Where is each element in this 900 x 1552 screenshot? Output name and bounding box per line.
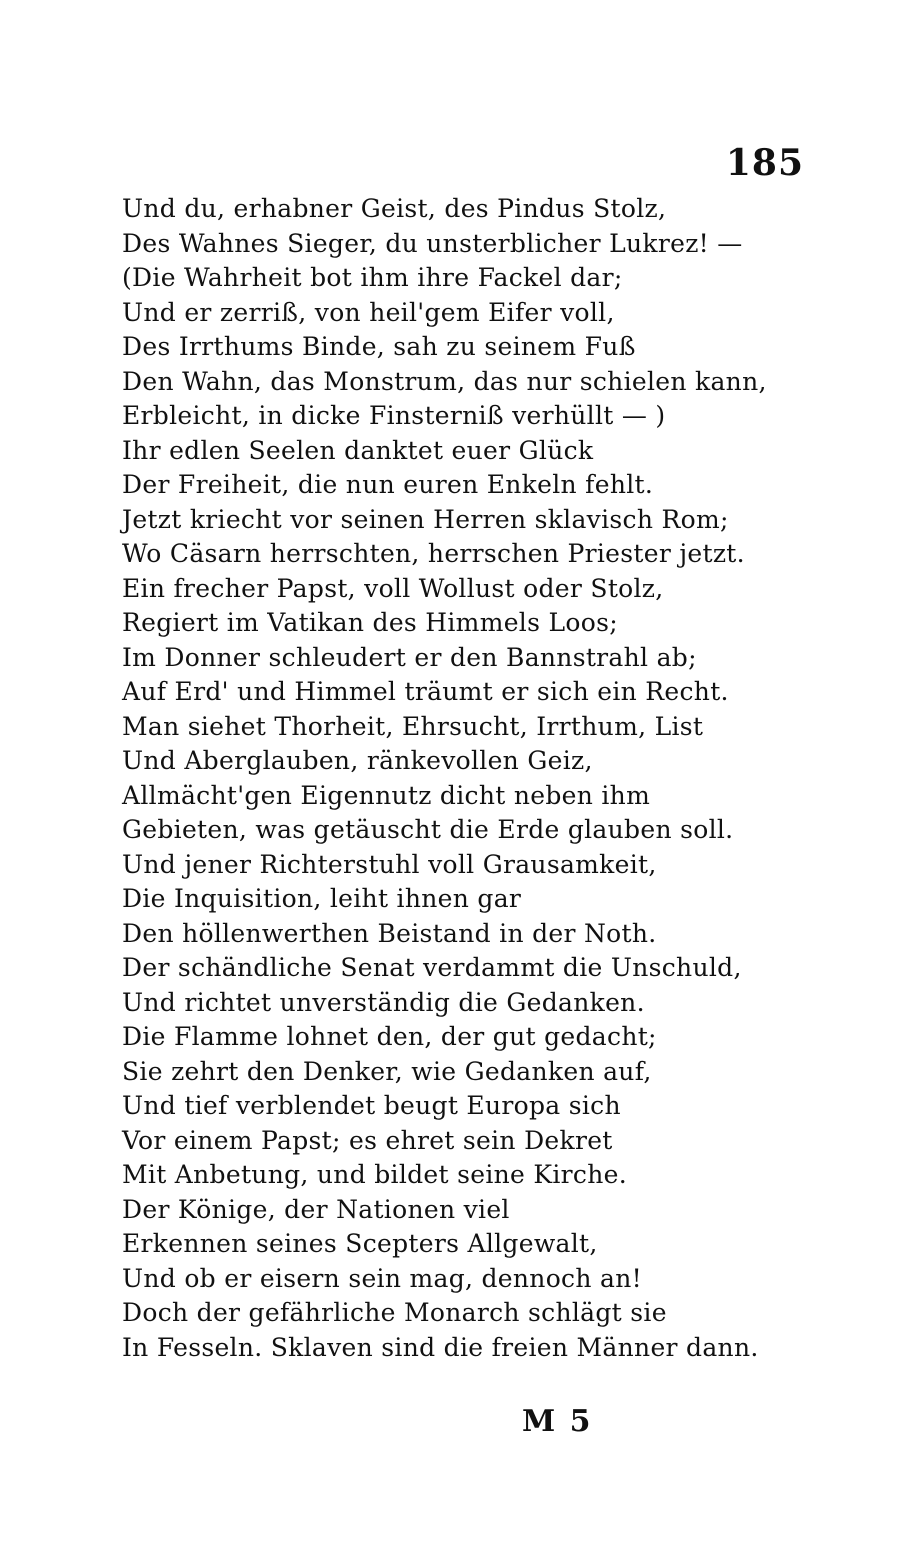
- verse-line: Und ob er eisern sein mag, dennoch an!: [122, 1263, 642, 1293]
- verse-line: Man siehet Thorheit, Ehrsucht, Irrthum, List: [122, 711, 704, 741]
- verse-line: Auf Erd' und Himmel träumt er sich ein Recht.: [122, 677, 729, 706]
- verse-line: Jetzt kriecht vor seinen Herren sklavisch Rom;: [122, 504, 729, 534]
- verse-line: Mit Anbetung, und bildet seine Kirche.: [122, 1160, 627, 1189]
- verse-line: Erbleicht, in dicke Finsterniß verhüllt — ): [122, 401, 666, 430]
- verse-line: Des Irrthums Binde, sah zu seinem Fuß: [122, 332, 636, 361]
- poem-text: [122, 192, 822, 1365]
- verse-line: Gebieten, was getäuscht die Erde glauben soll.: [122, 815, 734, 844]
- verse-line: Wo Cäsarn herrschten, herrschen Priester jetzt.: [122, 539, 745, 568]
- verse-line: Regiert im Vatikan des Himmels Loos;: [122, 608, 618, 637]
- verse-line: (Die Wahrheit bot ihm ihre Fackel dar;: [122, 263, 623, 292]
- verse-line: Der Freiheit, die nun euren Enkeln fehlt.: [122, 470, 654, 499]
- verse-line: Vor einem Papst; es ehret sein Dekret: [122, 1125, 613, 1155]
- verse-line: Und jener Richterstuhl voll Grausamkeit,: [122, 849, 657, 879]
- verse-line: Der schändliche Senat verdammt die Unschuld,: [122, 953, 742, 982]
- verse-line: Des Wahnes Sieger, du unsterblicher Lukrez! —: [122, 228, 743, 258]
- verse-line: Allmächt'gen Eigennutz dicht neben ihm: [122, 780, 651, 810]
- verse-line: Die Flamme lohnet den, der gut gedacht;: [122, 1022, 657, 1051]
- verse-line: Doch der gefährliche Monarch schlägt sie: [122, 1298, 667, 1327]
- verse-line: Der Könige, der Nationen viel: [122, 1194, 510, 1224]
- verse-line: Ein frecher Papst, voll Wollust oder Stolz,: [122, 573, 664, 603]
- verse-line: Und richtet unverständig die Gedanken.: [122, 987, 645, 1017]
- verse-line: Erkennen seines Scepters Allgewalt,: [122, 1229, 598, 1258]
- verse-line: Ihr edlen Seelen danktet euer Glück: [122, 435, 594, 465]
- printer-signature-mark: M 5: [522, 1404, 593, 1439]
- verse-line: Und er zerriß, von heil'gem Eifer voll,: [122, 297, 615, 327]
- verse-line: Den Wahn, das Monstrum, das nur schielen kann,: [122, 366, 767, 396]
- verse-line: Im Donner schleudert er den Bannstrahl ab;: [122, 642, 697, 672]
- verse-line: Sie zehrt den Denker, wie Gedanken auf,: [122, 1056, 652, 1086]
- verse-line: Und du, erhabner Geist, des Pindus Stolz,: [122, 194, 667, 223]
- verse-line: Und tief verblendet beugt Europa sich: [122, 1091, 621, 1120]
- verse-line: In Fesseln. Sklaven sind die freien Männer dann.: [122, 1332, 759, 1362]
- verse-line: Und Aberglauben, ränkevollen Geiz,: [122, 746, 593, 775]
- verse-line: Den höllenwerthen Beistand in der Noth.: [122, 918, 657, 948]
- verse-line: Die Inquisition, leiht ihnen gar: [122, 884, 522, 913]
- page-number: 185: [725, 142, 804, 184]
